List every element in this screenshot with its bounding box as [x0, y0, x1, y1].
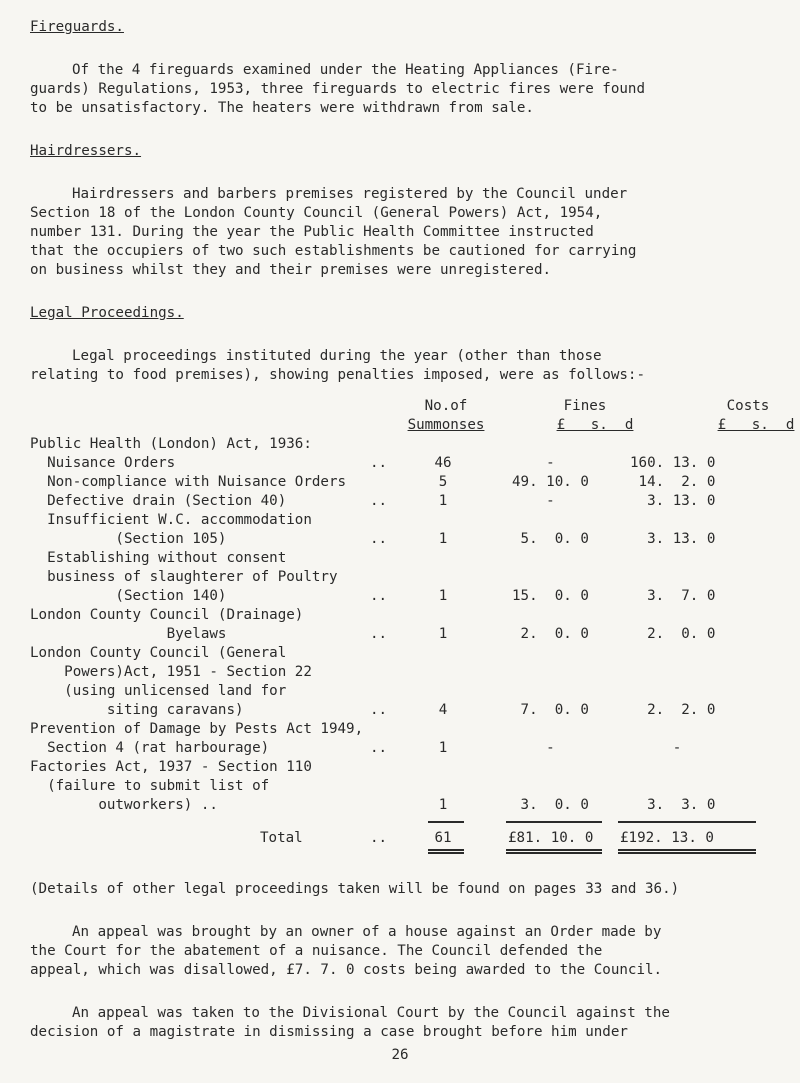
row-fines: -	[512, 740, 555, 756]
hairdressers-line-5: on business whilst they and their premises were unregistered.	[30, 262, 552, 278]
fines-rule	[506, 821, 602, 823]
document-page	[30, 18, 795, 1042]
table-row	[30, 663, 770, 682]
row-summonses: 4	[438, 702, 448, 718]
table-row	[30, 758, 770, 777]
row-costs: 2. 0. 0	[630, 626, 716, 642]
row-fines: 2. 0. 0	[512, 626, 589, 642]
row-fines: 5. 0. 0	[512, 531, 589, 547]
costs-header: Costs	[726, 398, 770, 414]
table-row	[30, 492, 770, 511]
row-label: Byelaws	[30, 626, 227, 642]
row-label: Powers)Act, 1951 - Section 22	[30, 664, 312, 680]
fireguards-line-2: guards) Regulations, 1953, three fireguards to electric fires were found	[30, 81, 645, 97]
row-summonses: 1	[438, 740, 448, 756]
penalties-table	[30, 397, 795, 856]
appeal2-line-2: decision of a magistrate in dismissing a case brought before him under	[30, 1024, 628, 1040]
fireguards-line-3: to be unsatisfactory. The heaters were withdrawn from sale.	[30, 100, 534, 116]
hairdressers-line-1: Hairdressers and barbers premises registered by the Council under	[72, 186, 628, 202]
row-costs: 2. 2. 0	[630, 702, 716, 718]
row-summonses: 1	[438, 531, 448, 547]
row-costs: -	[630, 740, 682, 756]
fireguards-heading: Fireguards.	[30, 19, 124, 35]
total-row	[30, 829, 770, 848]
row-costs: 3. 13. 0	[630, 493, 716, 509]
row-label: (using unlicensed land for	[30, 683, 287, 699]
legal-line-2: relating to food premises), showing penalties imposed, were as follows:-	[30, 367, 645, 383]
table-row	[30, 644, 770, 663]
fines-double-rule	[506, 849, 602, 854]
table-row	[30, 473, 770, 492]
row-label: Establishing without consent	[30, 550, 287, 566]
table-row	[30, 454, 770, 473]
row-costs: 3. 7. 0	[630, 588, 716, 604]
table-row	[30, 568, 770, 587]
costs-rule	[618, 821, 756, 823]
total-dots: ..	[370, 830, 388, 846]
row-label: Section 4 (rat harbourage)	[30, 740, 270, 756]
row-dots: ..	[370, 455, 388, 471]
row-label: (failure to submit list of	[30, 778, 270, 794]
table-header-sub	[30, 416, 795, 435]
appeal1-line-3: appeal, which was disallowed, £7. 7. 0 costs being awarded to the Council.	[30, 962, 663, 978]
group-label: Public Health (London) Act, 1936:	[30, 436, 312, 452]
table-rows	[30, 454, 770, 815]
row-dots: ..	[370, 588, 388, 604]
row-fines: -	[512, 455, 555, 471]
details-note: (Details of other legal proceedings taken will be found on pages 33 and 36.)	[30, 881, 680, 897]
table-row	[30, 739, 770, 758]
table-row	[30, 606, 770, 625]
table-row	[30, 777, 770, 796]
row-dots: ..	[370, 531, 388, 547]
summons-double-rule	[428, 849, 464, 854]
fines-subheader: £ s. d	[556, 417, 634, 433]
table-row	[30, 796, 770, 815]
page-number: 26	[391, 1047, 409, 1063]
row-fines: 7. 0. 0	[512, 702, 589, 718]
table-row	[30, 701, 770, 720]
table-row	[30, 511, 770, 530]
row-label: Non-compliance with Nuisance Orders	[30, 474, 347, 490]
table-header-top	[30, 397, 770, 416]
row-label: London County Council (General	[30, 645, 287, 661]
row-label: outworkers) ..	[30, 797, 218, 813]
fines-header: Fines	[563, 398, 607, 414]
table-row	[30, 549, 770, 568]
row-dots: ..	[370, 626, 388, 642]
total-summonses: 61	[434, 830, 452, 846]
table-row	[30, 720, 770, 739]
total-costs: £192. 13. 0	[620, 830, 714, 846]
row-label: Insufficient W.C. accommodation	[30, 512, 312, 528]
row-dots: ..	[370, 740, 388, 756]
row-summonses: 1	[438, 493, 448, 509]
appeal2-line-1: An appeal was taken to the Divisional Court by the Council against the	[72, 1005, 670, 1021]
costs-subheader: £ s. d	[717, 417, 795, 433]
row-summonses: 46	[434, 455, 452, 471]
total-label: Total	[260, 830, 303, 846]
table-row	[30, 530, 770, 549]
row-fines: 3. 0. 0	[512, 797, 589, 813]
row-label: business of slaughterer of Poultry	[30, 569, 338, 585]
total-fines: £81. 10. 0	[508, 830, 594, 846]
row-summonses: 1	[438, 797, 448, 813]
table-group-label	[30, 435, 770, 454]
row-costs: 3. 3. 0	[630, 797, 716, 813]
row-summonses: 5	[438, 474, 448, 490]
table-row	[30, 625, 770, 644]
row-summonses: 1	[438, 588, 448, 604]
row-fines: 49. 10. 0	[512, 474, 589, 490]
row-label: London County Council (Drainage)	[30, 607, 304, 623]
row-dots: ..	[370, 702, 388, 718]
row-fines: 15. 0. 0	[512, 588, 589, 604]
row-label: Factories Act, 1937 - Section 110	[30, 759, 312, 775]
appeal1-line-1: An appeal was brought by an owner of a house against an Order made by	[72, 924, 662, 940]
legal-line-1: Legal proceedings instituted during the year (other than those	[72, 348, 602, 364]
total-double-rules	[30, 848, 770, 856]
row-label: (Section 105)	[30, 531, 227, 547]
row-summonses: 1	[438, 626, 448, 642]
hairdressers-line-3: number 131. During the year the Public Health Committee instructed	[30, 224, 594, 240]
row-label: (Section 140)	[30, 588, 227, 604]
summons-rule	[428, 821, 464, 823]
summonses-header: No.of	[424, 398, 468, 414]
hairdressers-line-4: that the occupiers of two such establishments be cautioned for carrying	[30, 243, 637, 259]
table-row	[30, 682, 770, 701]
costs-double-rule	[618, 849, 756, 854]
fireguards-line-1: Of the 4 fireguards examined under the Heating Appliances (Fire-	[72, 62, 619, 78]
total-rules	[30, 815, 770, 829]
row-costs: 14. 2. 0	[630, 474, 716, 490]
row-costs: 3. 13. 0	[630, 531, 716, 547]
row-fines: -	[512, 493, 555, 509]
row-costs: 160. 13. 0	[630, 455, 716, 471]
table-row	[30, 587, 770, 606]
row-label: Prevention of Damage by Pests Act 1949,	[30, 721, 364, 737]
row-dots: ..	[370, 493, 388, 509]
hairdressers-heading: Hairdressers.	[30, 143, 142, 159]
hairdressers-line-2: Section 18 of the London County Council (General Powers) Act, 1954,	[30, 205, 603, 221]
legal-heading: Legal Proceedings.	[30, 305, 184, 321]
summonses-subheader: Summonses	[407, 417, 485, 433]
row-label: siting caravans)	[30, 702, 244, 718]
row-label: Nuisance Orders	[30, 455, 176, 471]
row-label: Defective drain (Section 40)	[30, 493, 287, 509]
appeal1-line-2: the Court for the abatement of a nuisance. The Council defended the	[30, 943, 603, 959]
